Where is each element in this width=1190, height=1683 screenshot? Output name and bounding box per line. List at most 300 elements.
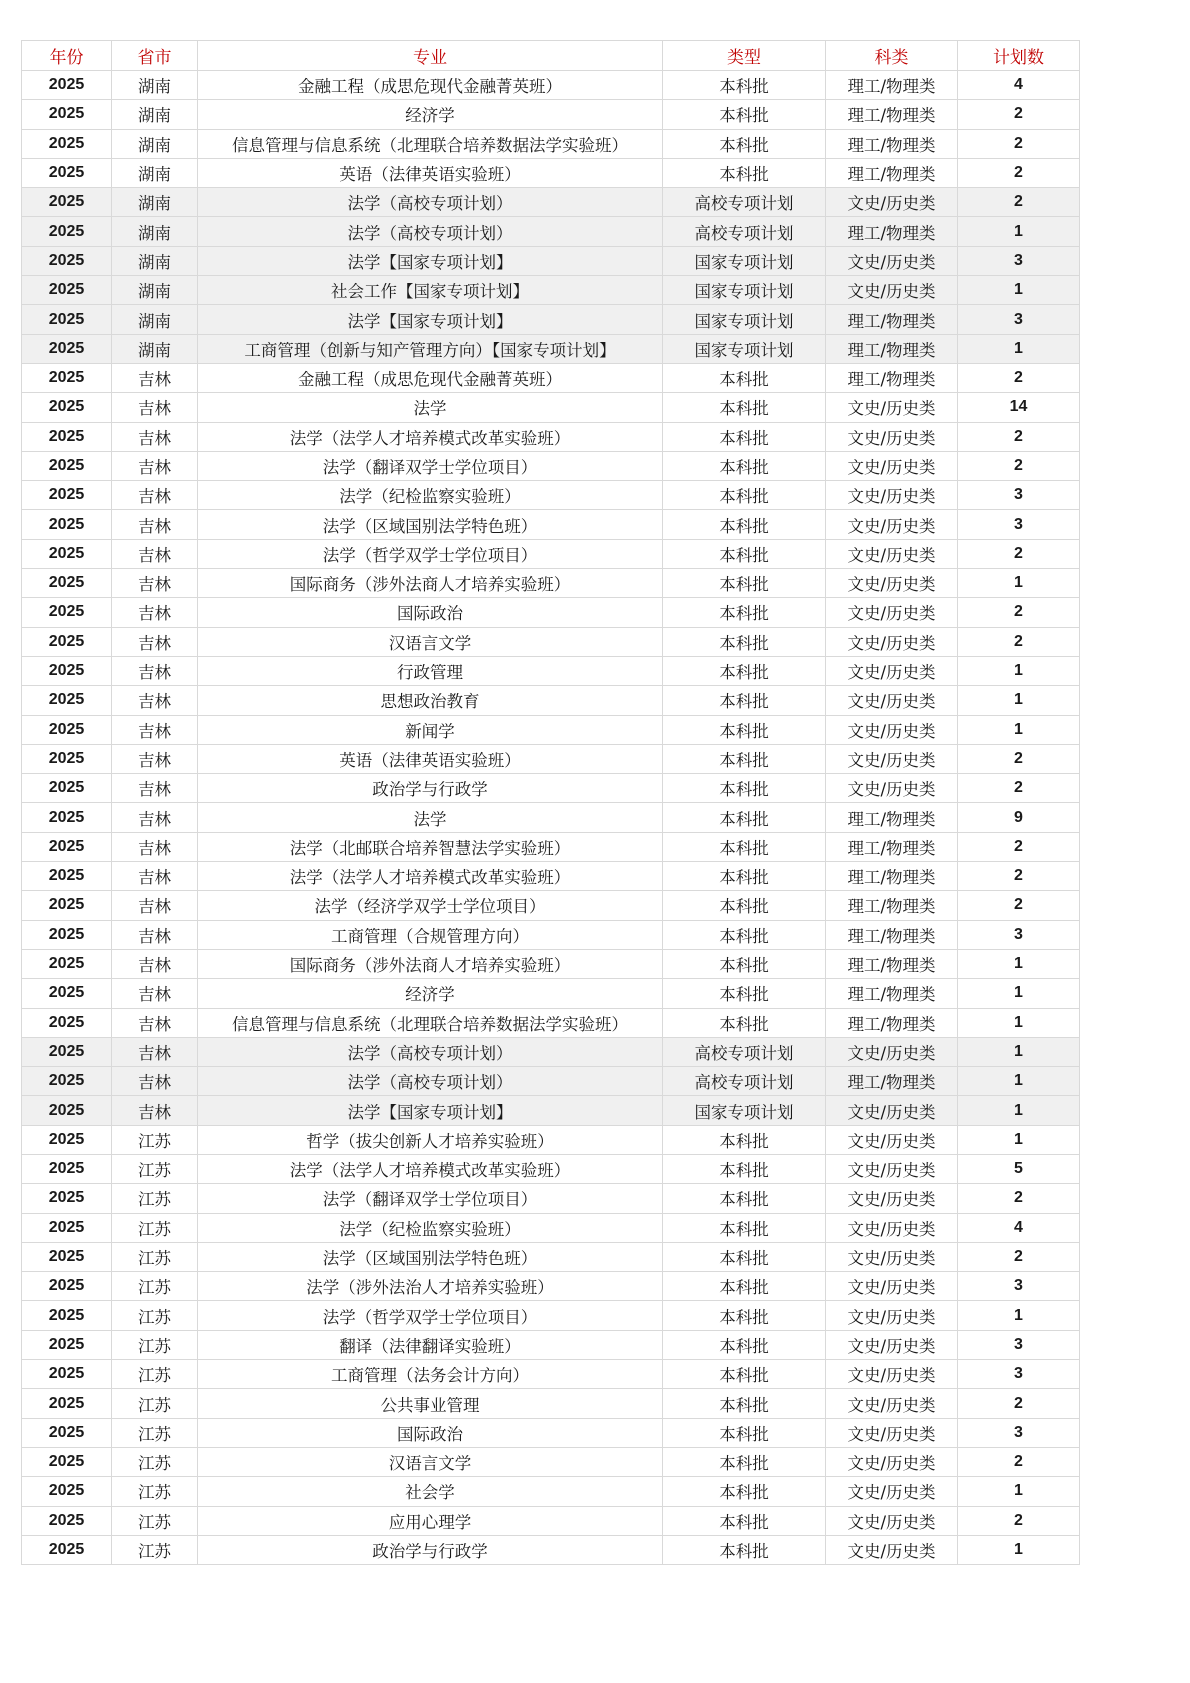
major-cell: 信息管理与信息系统（北理联合培养数据法学实验班） (198, 129, 663, 158)
type-cell: 本科批 (663, 656, 826, 685)
type-cell: 本科批 (663, 569, 826, 598)
year-cell: 2025 (22, 1008, 112, 1037)
major-cell: 国际政治 (198, 1418, 663, 1447)
count-cell: 2 (958, 744, 1080, 773)
type-cell: 本科批 (663, 1506, 826, 1535)
province-cell: 吉林 (112, 1037, 198, 1066)
year-cell: 2025 (22, 1477, 112, 1506)
year-cell: 2025 (22, 715, 112, 744)
type-cell: 本科批 (663, 832, 826, 861)
major-cell: 英语（法律英语实验班） (198, 158, 663, 187)
type-cell: 国家专项计划 (663, 305, 826, 334)
province-cell: 吉林 (112, 539, 198, 568)
table-row (22, 891, 1080, 920)
major-cell: 国际商务（涉外法商人才培养实验班） (198, 569, 663, 598)
category-cell: 文史/历史类 (826, 686, 958, 715)
province-cell: 湖南 (112, 217, 198, 246)
enrollment-plan-table (21, 40, 1080, 1565)
year-cell: 2025 (22, 71, 112, 100)
major-cell: 法学（哲学双学士学位项目） (198, 539, 663, 568)
category-cell: 理工/物理类 (826, 71, 958, 100)
year-cell: 2025 (22, 774, 112, 803)
province-cell: 吉林 (112, 1067, 198, 1096)
type-cell: 本科批 (663, 1330, 826, 1359)
type-cell: 国家专项计划 (663, 334, 826, 363)
year-cell: 2025 (22, 744, 112, 773)
province-cell: 吉林 (112, 891, 198, 920)
major-cell: 工商管理（合规管理方向） (198, 920, 663, 949)
year-cell: 2025 (22, 1330, 112, 1359)
province-cell: 江苏 (112, 1242, 198, 1271)
count-cell: 1 (958, 715, 1080, 744)
province-cell: 吉林 (112, 1096, 198, 1125)
year-cell: 2025 (22, 129, 112, 158)
table-row (22, 949, 1080, 978)
category-cell: 文史/历史类 (826, 1154, 958, 1183)
type-cell: 本科批 (663, 71, 826, 100)
province-cell: 吉林 (112, 627, 198, 656)
type-cell: 本科批 (663, 1389, 826, 1418)
major-cell: 政治学与行政学 (198, 774, 663, 803)
province-cell: 吉林 (112, 1008, 198, 1037)
category-cell: 文史/历史类 (826, 1213, 958, 1242)
year-cell: 2025 (22, 158, 112, 187)
type-cell: 本科批 (663, 100, 826, 129)
table-row (22, 715, 1080, 744)
category-cell: 文史/历史类 (826, 393, 958, 422)
category-cell: 文史/历史类 (826, 627, 958, 656)
major-cell: 政治学与行政学 (198, 1535, 663, 1564)
table-body (22, 71, 1080, 1565)
category-cell: 文史/历史类 (826, 1096, 958, 1125)
year-cell: 2025 (22, 539, 112, 568)
category-cell: 理工/物理类 (826, 979, 958, 1008)
header-count: 计划数 (958, 41, 1080, 71)
count-cell: 2 (958, 598, 1080, 627)
table-row (22, 1272, 1080, 1301)
year-cell: 2025 (22, 1242, 112, 1271)
table-row (22, 363, 1080, 392)
province-cell: 吉林 (112, 862, 198, 891)
major-cell: 法学（法学人才培养模式改革实验班） (198, 862, 663, 891)
category-cell: 文史/历史类 (826, 276, 958, 305)
province-cell: 吉林 (112, 949, 198, 978)
table-row (22, 510, 1080, 539)
year-cell: 2025 (22, 334, 112, 363)
category-cell: 文史/历史类 (826, 1447, 958, 1476)
category-cell: 文史/历史类 (826, 510, 958, 539)
type-cell: 本科批 (663, 1125, 826, 1154)
count-cell: 1 (958, 1125, 1080, 1154)
header-type: 类型 (663, 41, 826, 71)
count-cell: 2 (958, 891, 1080, 920)
province-cell: 湖南 (112, 100, 198, 129)
year-cell: 2025 (22, 100, 112, 129)
year-cell: 2025 (22, 598, 112, 627)
province-cell: 江苏 (112, 1272, 198, 1301)
count-cell: 1 (958, 686, 1080, 715)
province-cell: 吉林 (112, 422, 198, 451)
major-cell: 经济学 (198, 979, 663, 1008)
count-cell: 2 (958, 539, 1080, 568)
category-cell: 文史/历史类 (826, 1301, 958, 1330)
year-cell: 2025 (22, 276, 112, 305)
type-cell: 本科批 (663, 1008, 826, 1037)
table-row (22, 1330, 1080, 1359)
year-cell: 2025 (22, 1389, 112, 1418)
year-cell: 2025 (22, 949, 112, 978)
table-row (22, 217, 1080, 246)
province-cell: 湖南 (112, 246, 198, 275)
table-row (22, 1360, 1080, 1389)
province-cell: 吉林 (112, 715, 198, 744)
province-cell: 湖南 (112, 129, 198, 158)
year-cell: 2025 (22, 1125, 112, 1154)
count-cell: 1 (958, 276, 1080, 305)
table-row (22, 188, 1080, 217)
year-cell: 2025 (22, 1360, 112, 1389)
table-row (22, 569, 1080, 598)
province-cell: 吉林 (112, 393, 198, 422)
year-cell: 2025 (22, 422, 112, 451)
table-row (22, 422, 1080, 451)
type-cell: 本科批 (663, 598, 826, 627)
count-cell: 1 (958, 569, 1080, 598)
count-cell: 2 (958, 158, 1080, 187)
year-cell: 2025 (22, 246, 112, 275)
major-cell: 法学（纪检监察实验班） (198, 481, 663, 510)
table-row (22, 656, 1080, 685)
category-cell: 文史/历史类 (826, 656, 958, 685)
type-cell: 本科批 (663, 1154, 826, 1183)
major-cell: 汉语言文学 (198, 627, 663, 656)
type-cell: 国家专项计划 (663, 1096, 826, 1125)
year-cell: 2025 (22, 217, 112, 246)
type-cell: 本科批 (663, 891, 826, 920)
count-cell: 3 (958, 1272, 1080, 1301)
type-cell: 本科批 (663, 862, 826, 891)
table-row (22, 920, 1080, 949)
category-cell: 文史/历史类 (826, 246, 958, 275)
province-cell: 吉林 (112, 481, 198, 510)
table-row (22, 100, 1080, 129)
table-row (22, 129, 1080, 158)
category-cell: 文史/历史类 (826, 1330, 958, 1359)
count-cell: 1 (958, 949, 1080, 978)
type-cell: 本科批 (663, 539, 826, 568)
year-cell: 2025 (22, 363, 112, 392)
major-cell: 法学【国家专项计划】 (198, 1096, 663, 1125)
count-cell: 2 (958, 363, 1080, 392)
table-row (22, 1242, 1080, 1271)
count-cell: 1 (958, 1096, 1080, 1125)
province-cell: 江苏 (112, 1389, 198, 1418)
table-row (22, 393, 1080, 422)
count-cell: 2 (958, 129, 1080, 158)
major-cell: 应用心理学 (198, 1506, 663, 1535)
major-cell: 公共事业管理 (198, 1389, 663, 1418)
province-cell: 吉林 (112, 744, 198, 773)
count-cell: 3 (958, 246, 1080, 275)
table-row (22, 832, 1080, 861)
year-cell: 2025 (22, 1506, 112, 1535)
province-cell: 吉林 (112, 598, 198, 627)
category-cell: 文史/历史类 (826, 715, 958, 744)
year-cell: 2025 (22, 832, 112, 861)
year-cell: 2025 (22, 803, 112, 832)
type-cell: 本科批 (663, 510, 826, 539)
major-cell: 翻译（法律翻译实验班） (198, 1330, 663, 1359)
type-cell: 本科批 (663, 129, 826, 158)
table-row (22, 803, 1080, 832)
category-cell: 文史/历史类 (826, 774, 958, 803)
table-row (22, 598, 1080, 627)
count-cell: 3 (958, 510, 1080, 539)
category-cell: 文史/历史类 (826, 1506, 958, 1535)
category-cell: 文史/历史类 (826, 539, 958, 568)
category-cell: 理工/物理类 (826, 832, 958, 861)
category-cell: 文史/历史类 (826, 569, 958, 598)
type-cell: 本科批 (663, 481, 826, 510)
year-cell: 2025 (22, 481, 112, 510)
category-cell: 理工/物理类 (826, 305, 958, 334)
table-row (22, 71, 1080, 100)
year-cell: 2025 (22, 451, 112, 480)
year-cell: 2025 (22, 656, 112, 685)
category-cell: 文史/历史类 (826, 1242, 958, 1271)
count-cell: 9 (958, 803, 1080, 832)
province-cell: 湖南 (112, 71, 198, 100)
year-cell: 2025 (22, 1096, 112, 1125)
count-cell: 2 (958, 774, 1080, 803)
province-cell: 吉林 (112, 569, 198, 598)
count-cell: 1 (958, 979, 1080, 1008)
table-row (22, 862, 1080, 891)
type-cell: 本科批 (663, 1477, 826, 1506)
province-cell: 吉林 (112, 656, 198, 685)
province-cell: 江苏 (112, 1447, 198, 1476)
type-cell: 高校专项计划 (663, 188, 826, 217)
major-cell: 思想政治教育 (198, 686, 663, 715)
count-cell: 2 (958, 1389, 1080, 1418)
year-cell: 2025 (22, 1272, 112, 1301)
major-cell: 法学（区域国别法学特色班） (198, 510, 663, 539)
year-cell: 2025 (22, 1447, 112, 1476)
major-cell: 法学（高校专项计划） (198, 188, 663, 217)
count-cell: 4 (958, 1213, 1080, 1242)
type-cell: 本科批 (663, 627, 826, 656)
count-cell: 1 (958, 1301, 1080, 1330)
province-cell: 江苏 (112, 1154, 198, 1183)
major-cell: 法学（翻译双学士学位项目） (198, 451, 663, 480)
major-cell: 国际政治 (198, 598, 663, 627)
type-cell: 本科批 (663, 949, 826, 978)
province-cell: 湖南 (112, 334, 198, 363)
table-row (22, 1301, 1080, 1330)
count-cell: 2 (958, 188, 1080, 217)
type-cell: 本科批 (663, 363, 826, 392)
province-cell: 江苏 (112, 1506, 198, 1535)
category-cell: 理工/物理类 (826, 217, 958, 246)
province-cell: 湖南 (112, 188, 198, 217)
header-year: 年份 (22, 41, 112, 71)
type-cell: 高校专项计划 (663, 1067, 826, 1096)
province-cell: 吉林 (112, 363, 198, 392)
header-province: 省市 (112, 41, 198, 71)
province-cell: 吉林 (112, 920, 198, 949)
type-cell: 本科批 (663, 803, 826, 832)
type-cell: 本科批 (663, 686, 826, 715)
count-cell: 3 (958, 1330, 1080, 1359)
category-cell: 理工/物理类 (826, 949, 958, 978)
count-cell: 1 (958, 1008, 1080, 1037)
province-cell: 吉林 (112, 803, 198, 832)
province-cell: 湖南 (112, 305, 198, 334)
major-cell: 法学（纪检监察实验班） (198, 1213, 663, 1242)
type-cell: 本科批 (663, 920, 826, 949)
major-cell: 法学（北邮联合培养智慧法学实验班） (198, 832, 663, 861)
category-cell: 理工/物理类 (826, 803, 958, 832)
year-cell: 2025 (22, 1301, 112, 1330)
category-cell: 文史/历史类 (826, 1535, 958, 1564)
table-row (22, 774, 1080, 803)
province-cell: 湖南 (112, 158, 198, 187)
table-row (22, 1037, 1080, 1066)
major-cell: 金融工程（成思危现代金融菁英班） (198, 71, 663, 100)
type-cell: 国家专项计划 (663, 276, 826, 305)
table-row (22, 744, 1080, 773)
category-cell: 理工/物理类 (826, 363, 958, 392)
province-cell: 江苏 (112, 1477, 198, 1506)
table-row (22, 1389, 1080, 1418)
table-row (22, 305, 1080, 334)
type-cell: 本科批 (663, 1184, 826, 1213)
type-cell: 本科批 (663, 1272, 826, 1301)
count-cell: 1 (958, 217, 1080, 246)
year-cell: 2025 (22, 891, 112, 920)
count-cell: 1 (958, 1535, 1080, 1564)
province-cell: 吉林 (112, 451, 198, 480)
table-row (22, 1096, 1080, 1125)
count-cell: 2 (958, 451, 1080, 480)
major-cell: 社会学 (198, 1477, 663, 1506)
category-cell: 理工/物理类 (826, 1067, 958, 1096)
province-cell: 江苏 (112, 1125, 198, 1154)
major-cell: 经济学 (198, 100, 663, 129)
category-cell: 文史/历史类 (826, 1125, 958, 1154)
table-row (22, 334, 1080, 363)
province-cell: 吉林 (112, 979, 198, 1008)
category-cell: 理工/物理类 (826, 1008, 958, 1037)
year-cell: 2025 (22, 1213, 112, 1242)
count-cell: 5 (958, 1154, 1080, 1183)
table-row (22, 1154, 1080, 1183)
type-cell: 本科批 (663, 744, 826, 773)
type-cell: 本科批 (663, 422, 826, 451)
type-cell: 本科批 (663, 1360, 826, 1389)
count-cell: 3 (958, 1418, 1080, 1447)
year-cell: 2025 (22, 686, 112, 715)
table-row (22, 1535, 1080, 1564)
major-cell: 新闻学 (198, 715, 663, 744)
major-cell: 法学【国家专项计划】 (198, 246, 663, 275)
major-cell: 法学（法学人才培养模式改革实验班） (198, 422, 663, 451)
table-row (22, 1125, 1080, 1154)
table-row (22, 979, 1080, 1008)
year-cell: 2025 (22, 510, 112, 539)
province-cell: 江苏 (112, 1213, 198, 1242)
year-cell: 2025 (22, 920, 112, 949)
category-cell: 文史/历史类 (826, 1184, 958, 1213)
province-cell: 吉林 (112, 686, 198, 715)
count-cell: 2 (958, 862, 1080, 891)
major-cell: 法学（经济学双学士学位项目） (198, 891, 663, 920)
province-cell: 吉林 (112, 832, 198, 861)
enrollment-plan-table-container (21, 40, 1079, 1565)
major-cell: 法学 (198, 393, 663, 422)
category-cell: 文史/历史类 (826, 1272, 958, 1301)
major-cell: 汉语言文学 (198, 1447, 663, 1476)
major-cell: 法学【国家专项计划】 (198, 305, 663, 334)
header-major: 专业 (198, 41, 663, 71)
province-cell: 吉林 (112, 774, 198, 803)
province-cell: 江苏 (112, 1418, 198, 1447)
table-row (22, 481, 1080, 510)
major-cell: 行政管理 (198, 656, 663, 685)
year-cell: 2025 (22, 862, 112, 891)
table-row (22, 686, 1080, 715)
category-cell: 理工/物理类 (826, 129, 958, 158)
category-cell: 理工/物理类 (826, 920, 958, 949)
category-cell: 文史/历史类 (826, 422, 958, 451)
table-row (22, 276, 1080, 305)
type-cell: 本科批 (663, 1242, 826, 1271)
province-cell: 江苏 (112, 1535, 198, 1564)
year-cell: 2025 (22, 1037, 112, 1066)
count-cell: 1 (958, 334, 1080, 363)
year-cell: 2025 (22, 1154, 112, 1183)
category-cell: 理工/物理类 (826, 158, 958, 187)
province-cell: 江苏 (112, 1360, 198, 1389)
table-row (22, 1184, 1080, 1213)
table-row (22, 451, 1080, 480)
category-cell: 文史/历史类 (826, 598, 958, 627)
category-cell: 文史/历史类 (826, 1418, 958, 1447)
type-cell: 高校专项计划 (663, 1037, 826, 1066)
major-cell: 哲学（拔尖创新人才培养实验班） (198, 1125, 663, 1154)
count-cell: 4 (958, 71, 1080, 100)
table-row (22, 1067, 1080, 1096)
type-cell: 本科批 (663, 1418, 826, 1447)
type-cell: 国家专项计划 (663, 246, 826, 275)
count-cell: 1 (958, 656, 1080, 685)
year-cell: 2025 (22, 305, 112, 334)
major-cell: 社会工作【国家专项计划】 (198, 276, 663, 305)
table-row (22, 1008, 1080, 1037)
type-cell: 本科批 (663, 715, 826, 744)
category-cell: 文史/历史类 (826, 481, 958, 510)
year-cell: 2025 (22, 1418, 112, 1447)
count-cell: 2 (958, 832, 1080, 861)
count-cell: 3 (958, 481, 1080, 510)
type-cell: 本科批 (663, 979, 826, 1008)
major-cell: 法学（涉外法治人才培养实验班） (198, 1272, 663, 1301)
province-cell: 湖南 (112, 276, 198, 305)
major-cell: 法学（法学人才培养模式改革实验班） (198, 1154, 663, 1183)
major-cell: 信息管理与信息系统（北理联合培养数据法学实验班） (198, 1008, 663, 1037)
category-cell: 理工/物理类 (826, 100, 958, 129)
table-row (22, 246, 1080, 275)
